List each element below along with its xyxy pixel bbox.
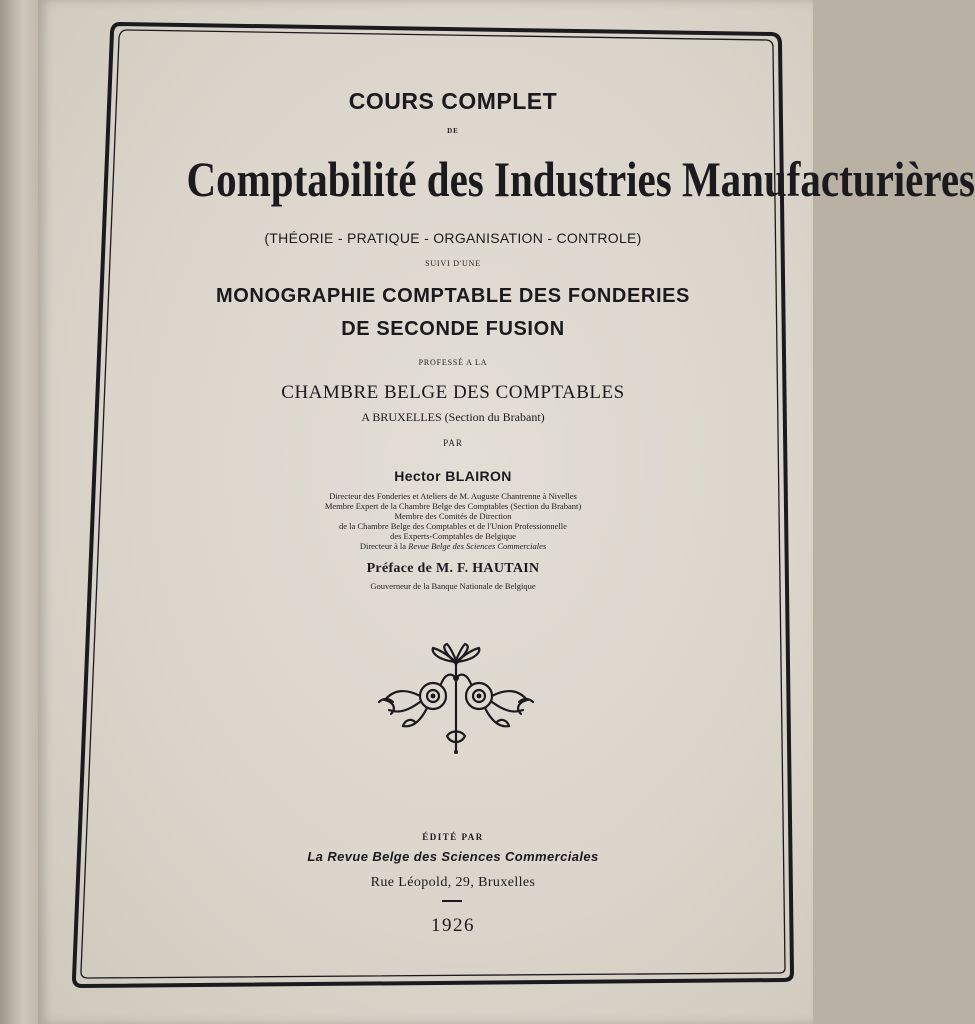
author-credential: Membre Expert de la Chambre Belge des Comptables (Section du Brabant) <box>324 501 582 511</box>
author-name: Hector BLAIRON <box>394 468 512 484</box>
author-credential: Membre des Comités de Direction <box>394 511 512 521</box>
main-title: Comptabilité des Industries Manufacturières <box>186 151 975 207</box>
institution-name: CHAMBRE BELGE DES COMPTABLES <box>281 382 625 403</box>
monograph-title-line2: DE SECONDE FUSION <box>341 318 565 340</box>
suivi-connector: SUIVI D'UNE <box>425 259 481 268</box>
floral-ornament-icon <box>375 644 537 754</box>
author-credential: de la Chambre Belge des Comptables et de l'Union Professionnelle <box>339 521 567 531</box>
author-credential-journal <box>128 541 778 551</box>
professe-connector: PROFESSÉ A LA <box>418 358 488 367</box>
publisher-name: La Revue Belge des Sciences Commerciales <box>307 849 599 864</box>
credential-prefix: Directeur à la <box>359 541 409 551</box>
de-connector: DE <box>447 127 459 135</box>
title-page <box>38 0 975 1024</box>
title-content <box>128 70 975 970</box>
preface-author-role: Gouverneur de la Banque Nationale de Belgique <box>370 581 536 591</box>
publication-year: 1926 <box>431 915 475 936</box>
author-credential: des Experts-Comptables de Belgique <box>390 531 516 541</box>
journal-name: Revue Belge des Sciences Commerciales <box>408 541 547 551</box>
subtitle: (THÉORIE - PRATIQUE - ORGANISATION - CONTROLE) <box>264 230 642 246</box>
author-credential: Directeur des Fonderies et Ateliers de M. Auguste Chantrenne à Nivelles <box>329 491 577 501</box>
publisher-address: Rue Léopold, 29, Bruxelles <box>370 875 536 890</box>
cours-complet-heading: COURS COMPLET <box>348 88 558 114</box>
divider <box>442 900 462 902</box>
edite-par-label: ÉDITÉ PAR <box>422 832 484 842</box>
institution-location: A BRUXELLES (Section du Brabant) <box>361 410 545 424</box>
monograph-title-line1: MONOGRAPHIE COMPTABLE DES FONDERIES <box>216 285 690 307</box>
par-connector: PAR <box>443 438 463 448</box>
preface-line: Préface de M. F. HAUTAIN <box>366 561 540 576</box>
book-edge <box>0 0 42 1024</box>
